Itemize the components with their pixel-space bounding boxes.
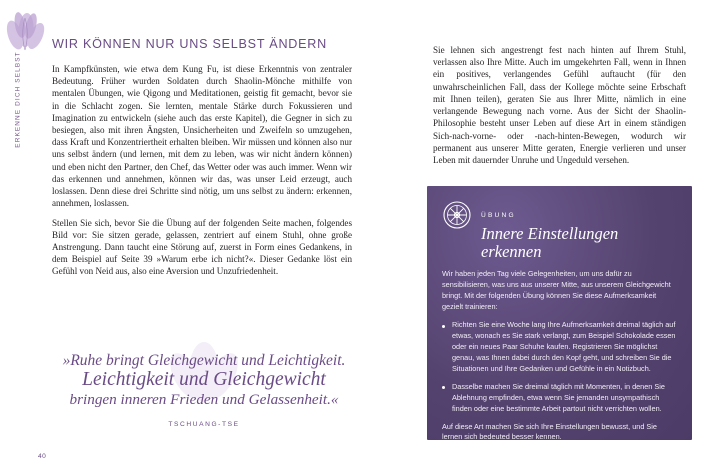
page-number: 40 (38, 453, 47, 460)
body-paragraph: Sie lehnen sich angestrengt fest nach hinten auf Ihrem Stuhl, verlassen also Ihre Mitte. Auch im umgekehrten Fall, wenn in Ihnen ein positives, verlangendes Gefühl auftaucht (für den unwahrscheinlichen Fall, dass der Kollege möchte seine Erbschaft mit Ihnen teilen), geraten Sie aus Ihrer Mitte, nämlich in eine verlangende Bewegung nach vorne. Aus der Sicht der Shaolin-Philosophie besteht unser Leben auf diese Art in einem ständigen Sich-nach-vorne- oder -nach-hinten-Bewegen, wodurch wir permanent aus unserer Mitte geraten, Energie verlieren und unser Leben mit dauernder Unruhe und Ungeduld versehen. (433, 45, 686, 165)
page-title: WIR KÖNNEN NUR UNS SELBST ÄNDERN (52, 37, 327, 51)
quote-author: TSCHUANG-TSE (168, 420, 240, 428)
body-paragraph: In Kampfkünsten, wie etwa dem Kung Fu, ist diese Erkenntnis von zentraler Bedeutung. Früher wurden Soldaten durch Shaolin-Mönche mithilfe von mentalen Übungen, wie Qigong und Meditationen, geistig fit gemacht, bevor sie in die Schlacht zogen. Sie lernten, mentale Stärke durch Fokussieren und Imagination zu entwickeln (siehe auch das erste Kapitel), die Gegner in sich zu besiegen, also mit ihren Ängsten, Unsicherheiten und Zweifeln so umzugehen, dass Kraft und Konzentriertheit erhalten bleiben. Wir müssen und können also nur uns selbst ändern (und lernen, mit dem zu leben, was wir nicht ändern können) und eben nicht den Partner, den Chef, das Wetter oder was auch immer. Wenn wir das erkennen und annehmen, können wir das, was unser Leid erzeugt, auch loslassen. Denn diese drei Schritte sind nötig, um uns selbst zu ändern: erkennen, annehmen, loslassen. (52, 63, 352, 209)
exercise-closing: Auf diese Art machen Sie sich Ihre Einstellungen bewusst, und Sie lernen sich bedeuted besser kennen. (442, 421, 657, 442)
right-column (433, 44, 686, 166)
dharma-wheel-icon (442, 200, 472, 230)
exercise-kicker: ÜBUNG (481, 211, 516, 219)
left-column (52, 36, 352, 278)
exercise-title: Innere Einstellungen erkennen (481, 224, 619, 262)
quote-line-1: »Ruhe bringt Gleichgewicht und Leichtigkeit. (62, 352, 346, 369)
exercise-bullet-list (442, 320, 677, 415)
exercise-box (427, 186, 692, 440)
lotus-flower-icon (2, 4, 48, 52)
list-item: Dasselbe machen Sie dreimal täglich mit Momenten, in denen Sie Ablehnung empfinden, etwa wenn Sie jemanden unsympathisch finden oder eine bestimmte Arbeit partout nicht verrichten wollen. (442, 382, 677, 415)
chapter-tab (0, 0, 30, 468)
quote-line-2: Leichtigkeit und Gleichgewicht (82, 369, 326, 391)
exercise-intro: Wir haben jeden Tag viele Gelegenheiten, um uns dafür zu sensibilisieren, was uns aus unserer Mitte, aus unserem Gleichgewicht bringt. Mit der folgenden Übung können Sie diese Aufmerksamkeit gezielt trainieren: (442, 269, 671, 312)
body-paragraph: Stellen Sie sich, bevor Sie die Übung auf der folgenden Seite machen, folgendes Bild vor: Sie sitzen gerade, gelassen, zentriert auf einem Stuhl, ohne große Anstrengung. Dann taucht eine Störung auf, zuerst in Form eines Gedankens, in dem Beispiel auf Seite 39 »Warum erbe ich nicht?«. Dieser Gedanke löst ein Gefühl von Neid aus, also eine Aversion und Unzufriedenheit. (52, 217, 352, 277)
pull-quote (44, 352, 364, 428)
chapter-tab-label: ERKENNE DICH SELBST (14, 51, 22, 148)
quote-line-3: bringen inneren Frieden und Gelassenheit.« (69, 391, 339, 409)
list-item: Richten Sie eine Woche lang Ihre Aufmerksamkeit dreimal täglich auf etwas, wonach es Sie stark verlangt, zum Beispiel Schokolade essen oder ein neues Paar Schuhe kaufen. Registrieren Sie möglichst genau, was Ihnen dabei durch den Kopf geht, und schreiben Sie die Situationen und Ihre Gedanken und Gefühle in ein Notizbuch. (442, 320, 677, 375)
